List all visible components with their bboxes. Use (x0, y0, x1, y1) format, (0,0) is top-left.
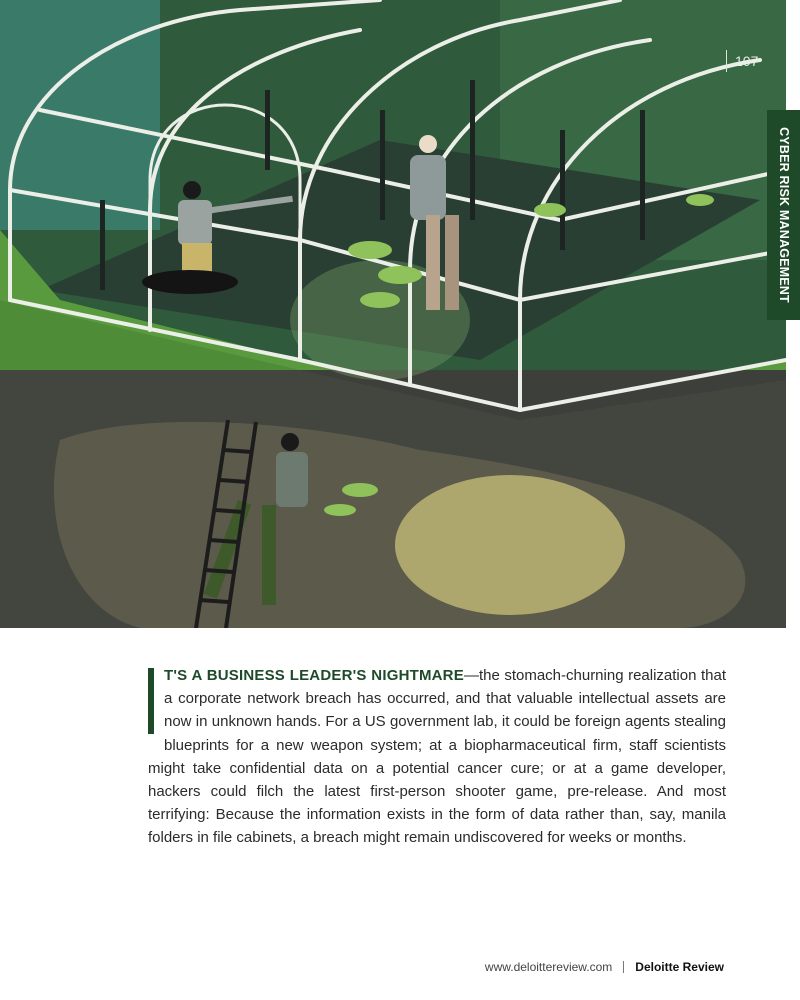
section-tab-label: CYBER RISK MANAGEMENT (776, 127, 791, 303)
article-text: —the stomach-churning realization that a corporate network breach has occurred, and that valuable intellectual assets are now in unknown hands. For a US government lab, it could be foreign agents stealing blueprints for a new weapon system; at a biopharmaceutical firm, staff scientists might take confidential data on a potential cancer cure; or at a game developer, hackers could filch the latest first-person shooter game, pre-release. And most terrifying: Because the information exists in the form of data rather than, say, manila folders in file cabinets, a breach might remain undiscovered for weeks or months. (148, 667, 726, 847)
article-body (148, 664, 726, 850)
footer-divider (623, 961, 624, 973)
article-paragraph (148, 664, 726, 850)
page-footer (485, 960, 724, 974)
section-tab (767, 110, 800, 320)
footer-url[interactable]: www.deloittereview.com (484, 960, 613, 974)
footer-brand: Deloitte Review (635, 960, 724, 974)
dropcap-bar (148, 668, 154, 734)
article-lead-in: T'S A BUSINESS LEADER'S NIGHTMARE (164, 667, 464, 684)
page-number: 107 (726, 50, 758, 72)
